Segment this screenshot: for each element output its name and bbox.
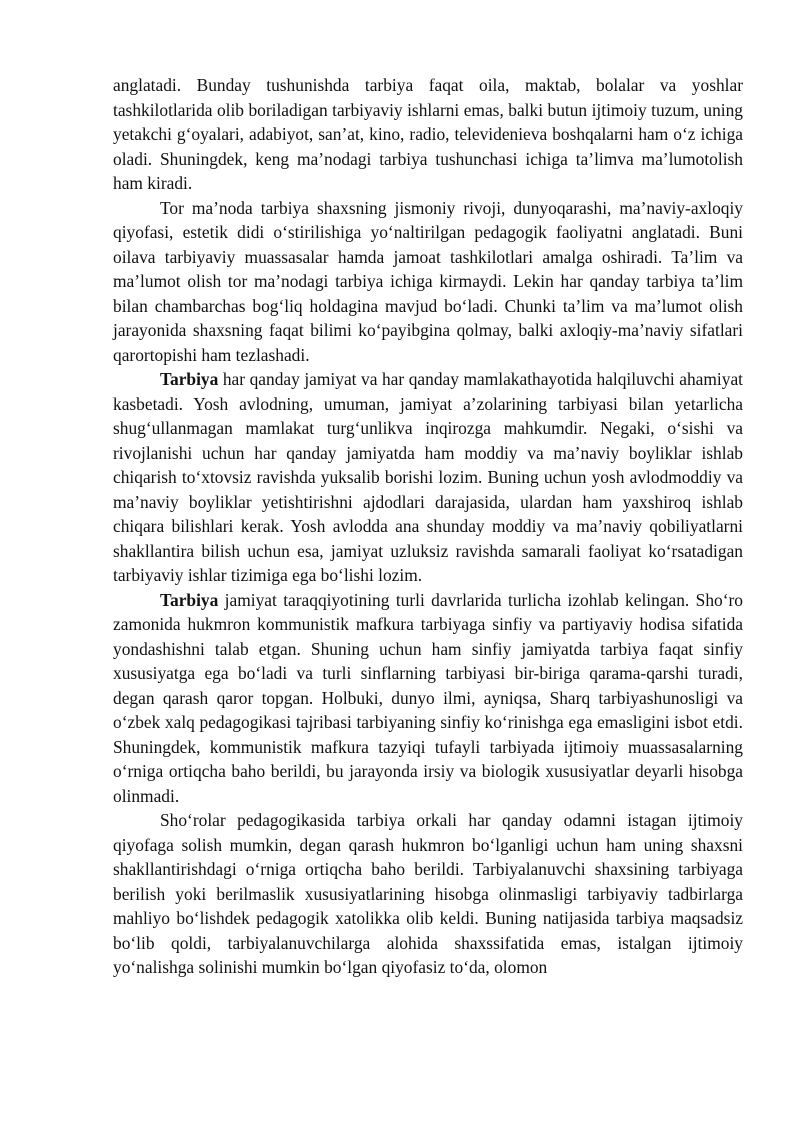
paragraph-2	[113, 196, 743, 368]
paragraph-3-lead-term: Tarbiya	[160, 369, 219, 389]
paragraph-4	[113, 588, 743, 809]
document-page	[113, 73, 743, 980]
paragraph-5	[113, 808, 743, 980]
paragraph-2-text: Tor ma’noda tarbiya shaxsning jismoniy rivoji, dunyoqarashi, ma’naviy-axloqiy qiyofasi, estetik didi o‘stirilishiga yo‘naltirilgan pedagogik faoliyatni anglatadi. Buni oilava tarbiyaviy muassasalar hamda jamoat tashkilotlari amalga oshiradi. Ta’lim va ma’lumot olish tor ma’nodagi tarbiya ichiga kirmaydi. Lekin har qanday tarbiya ta’lim bilan chambarchas bog‘liq holdagina mavjud bo‘ladi. Chunki ta’lim va ma’lumot olish jarayonida shaxsning faqat bilimi ko‘payibgina qolmay, balki axloqiy-ma’naviy sifatlari qarortopishi ham tezlashadi.	[113, 197, 743, 365]
paragraph-3	[113, 367, 743, 588]
paragraph-3-text: har qanday jamiyat va har qanday mamlakathayotida halqiluvchi ahamiyat kasbetadi. Yosh avlodning, umuman, jamiyat a’zolarining tarbiyasi bilan yetarlicha shug‘ullanmagan mamlakat turg‘unlikva inqirozga mahkumdir. Negaki, o‘sishi va rivojlanishi uchun har qanday jamiyatda ham moddiy va ma’naviy boyliklar ishlab chiqarish to‘xtovsiz ravishda yuksalib borishi lozim. Buning uchun yosh avlodmoddiy va ma’naviy boyliklar yetishtirishni ajdodlari darajasida, ulardan ham yaxshiroq ishlab chiqara bilishlari kerak. Yosh avlodda ana shunday moddiy va ma’naviy qobiliyatlarni shakllantira bilish uchun esa, jamiyat uzluksiz ravishda samarali faoliyat ko‘rsatadigan tarbiyaviy ishlar tizimiga ega bo‘lishi lozim.	[113, 369, 743, 585]
paragraph-1-text: anglatadi. Bunday tushunishda tarbiya faqat oila, maktab, bolalar va yoshlar tashkilotlarida olib boriladigan tarbiyaviy ishlarni emas, balki butun ijtimoiy tuzum, uning yetakchi g‘oyalari, adabiyot, san’at, kino, radio, televidenieva boshqalarni ham o‘z ichiga oladi. Shuningdek, keng ma’nodagi tarbiya tushunchasi ichiga ta’limva ma’lumotolish ham kiradi.	[113, 75, 743, 193]
paragraph-5-text: Sho‘rolar pedagogikasida tarbiya orkali har qanday odamni istagan ijtimoiy qiyofaga solish mumkin, degan qarash hukmron bo‘lganligi uchun ham uning shaxsni shakllantirishdagi o‘rniga ortiqcha baho berildi. Tarbiyalanuvchi shaxsining tarbiyaga berilish yoki berilmaslik xususiyatlarining hisobga olinmasligi tarbiyaviy tadbirlarga mahliyo bo‘lishdek pedagogik xatolikka olib keldi. Buning natijasida tarbiya maqsadsiz bo‘lib qoldi, tarbiyalanuvchilarga alohida shaxssifatida emas, istalgan ijtimoiy yo‘nalishga solinishi mumkin bo‘lgan qiyofasiz to‘da, olomon	[113, 810, 743, 977]
paragraph-4-lead-term: Tarbiya	[160, 589, 219, 610]
paragraph-4-text: jamiyat taraqqiyotining turli davrlarida turlicha izohlab kelingan. Sho‘ro zamonida hukmron kommunistik mafkura tarbiyaga sinfiy va partiyaviy hodisa sifatida yondashishni talab etgan. Shuning uchun ham sinfiy jamiyatda tarbiya faqat sinfiy xususiyatga ega bo‘ladi va turli sinflarning tarbiyasi bir-biriga qarama-qarshi turadi, degan qarash qaror topgan. Holbuki, dunyo ilmi, ayniqsa, Sharq tarbiyashunosligi va o‘zbek xalq pedagogikasi tajribasi tarbiyaning sinfiy ko‘rinishga ega emasligini isbot etdi. Shuningdek, kommunistik mafkura tazyiqi tufayli tarbiyada ijtimoiy muassasalarning o‘rniga ortiqcha baho berildi, bu jarayonda irsiy va biologik xususiyatlar deyarli hisobga olinmadi.	[113, 589, 743, 806]
paragraph-1	[113, 73, 743, 196]
